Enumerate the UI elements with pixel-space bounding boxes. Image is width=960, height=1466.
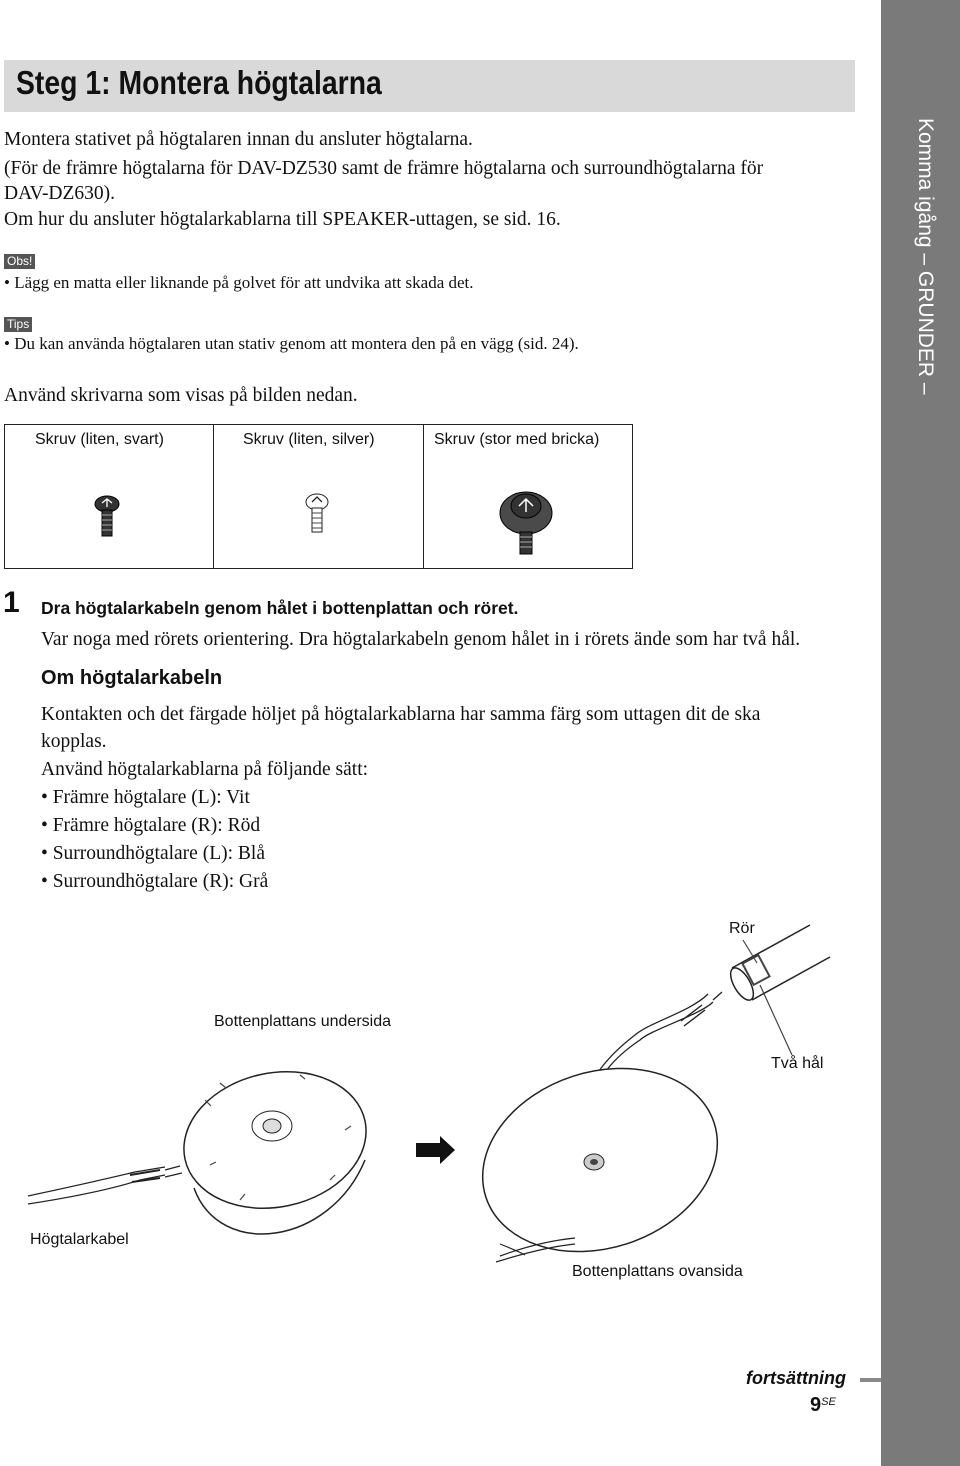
section-sidebar-label: Komma igång – GRUNDER –	[913, 118, 937, 395]
small-silver-screw-icon	[306, 494, 328, 532]
about-cable-line-1: Kontakten och det färgade höljet på högtalarkablarna har samma färg som uttagen dit de ska	[41, 704, 761, 725]
label-cable: Högtalarkabel	[30, 1231, 129, 1248]
screw-label-small-black: Skruv (liten, svart)	[35, 431, 164, 448]
tips-tag: Tips	[4, 317, 32, 332]
label-base-top: Bottenplattans ovansida	[572, 1263, 743, 1280]
use-screws-text: Använd skrivarna som visas på bilden nedan.	[4, 385, 358, 406]
intro-line-4: Om hur du ansluter högtalarkablarna till SPEAKER-uttagen, se sid. 16.	[4, 209, 561, 230]
screw-label-large-washer: Skruv (stor med bricka)	[434, 431, 600, 448]
page-number: $9^{SE}$	[810, 1394, 836, 1416]
page-title: Steg 1: Montera högtalarna	[16, 64, 382, 101]
about-cable-line-2: kopplas.	[41, 731, 107, 752]
note-tag: Obs!	[4, 254, 35, 269]
screw-label-small-silver: Skruv (liten, silver)	[243, 431, 375, 448]
intro-line-3: DAV-DZ630).	[4, 183, 116, 204]
label-two-holes: Två hål	[771, 1055, 824, 1072]
about-cable-heading: Om högtalarkabeln	[41, 667, 223, 689]
step-heading: Dra högtalarkabeln genom hålet i bottenplattan och röret.	[41, 598, 519, 618]
continued-bar	[860, 1378, 881, 1382]
list-item: • Surroundhögtalare (R): Grå	[41, 871, 269, 892]
list-item: • Surroundhögtalare (L): Blå	[41, 843, 265, 864]
note-text: • Lägg en matta eller liknande på golvet för att undvika att skada det.	[4, 273, 474, 292]
tube-illustration	[726, 925, 830, 1055]
small-black-screw-icon	[95, 496, 119, 536]
about-cable-line-3: Använd högtalarkablarna på följande sätt:	[41, 759, 369, 780]
list-item: • Främre högtalare (L): Vit	[41, 787, 250, 808]
base-plate-bottom-illustration	[171, 1055, 379, 1234]
label-base-bottom: Bottenplattans undersida	[214, 1013, 392, 1030]
continued-label: fortsättning	[746, 1368, 846, 1388]
intro-line-2: (För de främre högtalarna för DAV-DZ530 samt de främre högtalarna och surroundhögtalarna för	[4, 158, 764, 179]
tips-text: • Du kan använda högtalaren utan stativ genom att montera den på en vägg (sid. 24).	[4, 334, 579, 353]
large-washer-screw-icon	[500, 492, 552, 554]
intro-line-1: Montera stativet på högtalaren innan du ansluter högtalarna.	[4, 129, 473, 150]
label-tube: Rör	[729, 920, 755, 937]
base-plate-top-illustration	[459, 1039, 742, 1281]
arrow-right-icon	[416, 1136, 455, 1164]
step-number: 1	[3, 586, 20, 619]
step-text: Var noga med rörets orientering. Dra högtalarkabeln genom hålet in i rörets ände som har två hål.	[41, 629, 801, 650]
list-item: • Främre högtalare (R): Röd	[41, 815, 261, 836]
